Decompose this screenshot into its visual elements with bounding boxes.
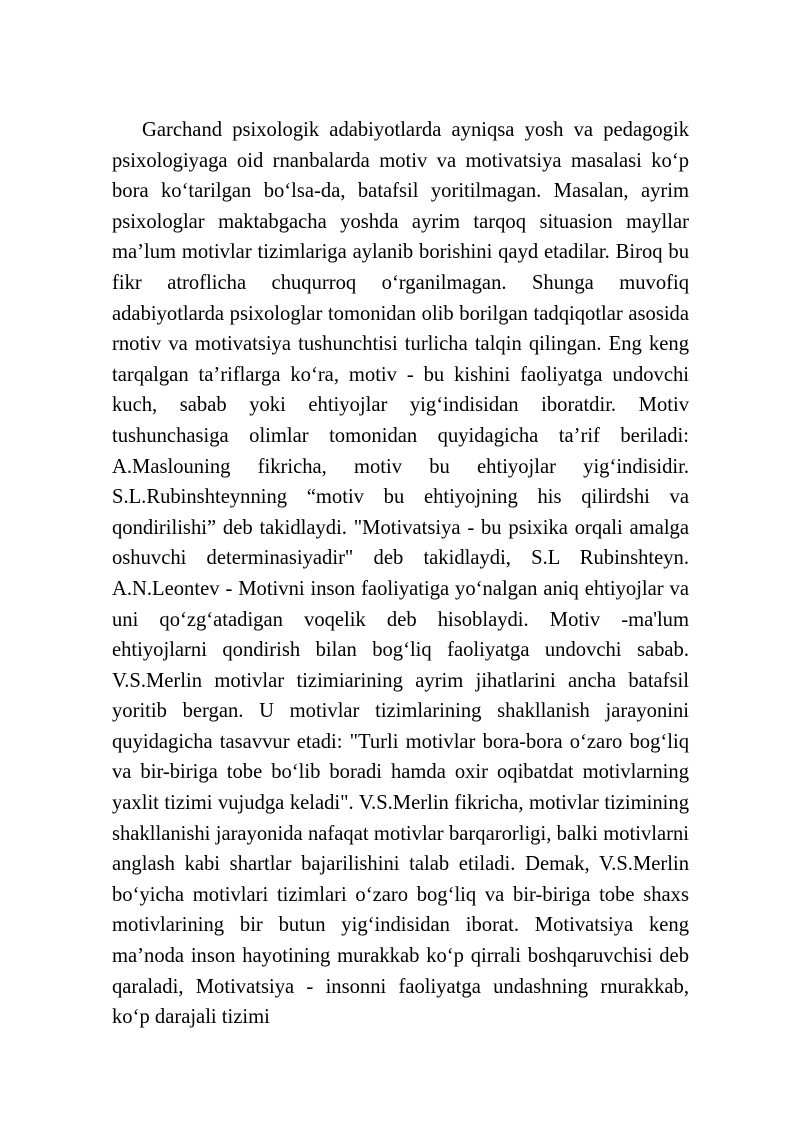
body-paragraph: Garchand psixologik adabiyotlarda ayniqsa yosh va pedagogik psixologiyaga oid rnanbalarda motiv va motivatsiya masalasi ko‘p bora ko‘tarilgan bo‘lsa-da, batafsil yoritilmagan. Masalan, ayrim psixologlar maktabgacha yoshda ayrim tarqoq situasion mayllar ma’lum motivlar tizimlariga aylanib borishini qayd etadilar. Biroq bu fikr atroflicha chuqurroq o‘rganilmagan. Shunga muvofiq adabiyotlarda psixologlar tomonidan olib borilgan tadqiqotlar asosida rnotiv va motivatsiya tushunchtisi turlicha talqin qilingan. Eng keng tarqalgan ta’riflarga ko‘ra, motiv - bu kishini faoliyatga undovchi kuch, sabab yoki ehtiyojlar yig‘indisidan iboratdir. Motiv tushunchasiga olimlar tomonidan quyidagicha ta’rif beriladi: A.Maslouning fikricha, motiv bu ehtiyojlar yig‘indisidir. S.L.Rubinshteynning “motiv bu ehtiyojning his qilirdshi va qondirilishi” deb takidlaydi. "Motivatsiya - bu psixika orqali amalga oshuvchi determinasiyadir" deb takidlaydi, S.L Rubinshteyn. A.N.Leontev - Motivni inson faoliyatiga yo‘nalgan aniq ehtiyojlar va uni qo‘zg‘atadigan voqelik deb hisoblaydi. Motiv -ma'lum ehtiyojlarni qondirish bilan bog‘liq faoliyatga undovchi sabab. V.S.Merlin motivlar tizimiarining ayrim jihatlarini ancha batafsil yoritib bergan. U motivlar tizimlarining shakllanish jarayonini quyidagicha tasavvur etadi: "Turli motivlar bora-bora o‘zaro bog‘liq va bir-biriga tobe bo‘lib boradi hamda oxir oqibatdat motivlarning yaxlit tizimi vujudga keladi". V.S.Merlin fikricha, motivlar tizimining shakllanishi jarayonida nafaqat motivlar barqarorligi, balki motivlarni anglash kabi shartlar bajarilishini talab etiladi. Demak, V.S.Merlin bo‘yicha motivlari tizimlari o‘zaro bog‘liq va bir-biriga tobe shaxs motivlarining bir butun yig‘indisidan iborat. Motivatsiya keng ma’noda inson hayotining murakkab ko‘p qirrali boshqaruvchisi deb qaraladi, Motivatsiya - insonni faoliyatga undashning rnurakkab, ko‘p darajali tizimi — [112, 119, 689, 1029]
document-page — [112, 115, 689, 1033]
